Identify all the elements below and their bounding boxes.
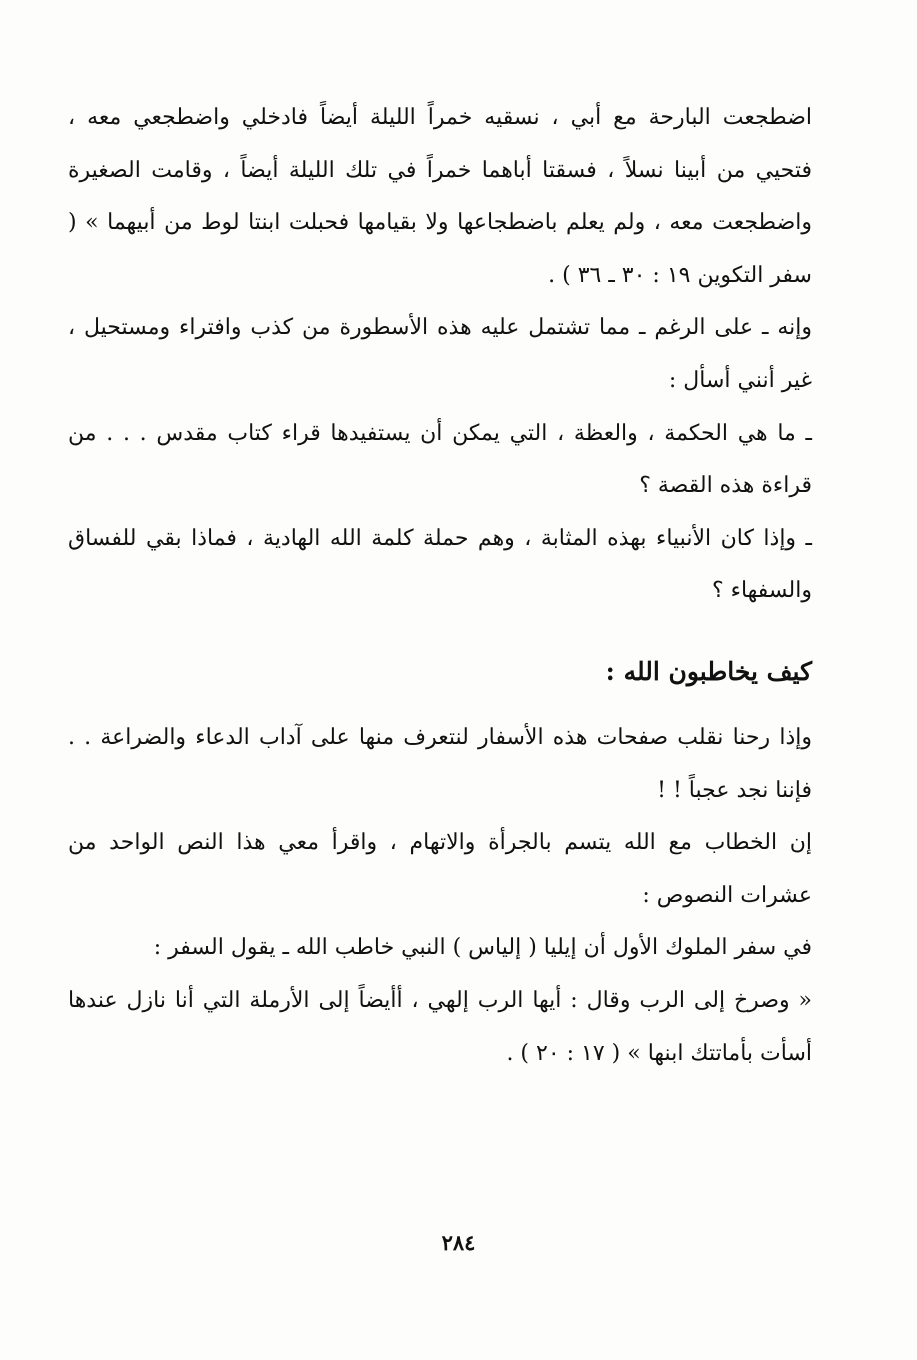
paragraph-prayer-manners: وإذا رحنا نقلب صفحات هذه الأسفار لنتعرف منها على آداب الدعاء والضراعة . . فإننا نجد عجباً ! ! — [68, 724, 812, 803]
paragraph-genesis-quote: اضطجعت البارحة مع أبي ، نسقيه خمراً الليلة أيضاً فادخلي واضطجعي معه ، فتحيي من أبينا نسلاً ، فسقتا أباهما خمراً في تلك الليلة أيضاً ، وقامت الصغيرة واضطجعت معه ، ولم يعلم باضطجاعها ولا بقيامها فحبلت ابنتا لوط من أبيهما » ( سفر التكوين ١٩ : ٣٠ ـ ٣٦ ) . — [68, 105, 812, 288]
paragraph-question-wisdom: ـ ما هي الحكمة ، والعظة ، التي يمكن أن يستفيدها قراء كتاب مقدس . . . من قراءة هذه القصة ؟ — [68, 420, 812, 499]
section-heading: كيف يخاطبون الله : — [605, 656, 812, 686]
paragraph-boldness: إن الخطاب مع الله يتسم بالجرأة والاتهام ، واقرأ معي هذا النص الواحد من عشرات النصوص : — [68, 830, 812, 908]
paragraph-question-prophets: ـ وإذا كان الأنبياء بهذه المثابة ، وهم حملة كلمة الله الهادية ، فماذا بقي للفساق والسفهاء ؟ — [68, 525, 812, 604]
text-column — [68, 92, 812, 1080]
paragraph-question-intro: وإنه ـ على الرغم ـ مما تشتمل عليه هذه الأسطورة من كذب وافتراء ومستحيل ، غير أنني أسأل : — [68, 315, 812, 393]
paragraph-kings-quote: « وصرخ إلى الرب وقال : أيها الرب إلهي ، أأيضاً إلى الأرملة التي أنا نازل عندها أسأت بأماتتك ابنها » ( ١٧ : ٢٠ ) . — [68, 987, 812, 1066]
paragraph-kings-intro: في سفر الملوك الأول أن إيليا ( إلياس ) النبي خاطب الله ـ يقول السفر : — [153, 935, 812, 961]
page-number: ٢٨٤ — [441, 1230, 476, 1255]
